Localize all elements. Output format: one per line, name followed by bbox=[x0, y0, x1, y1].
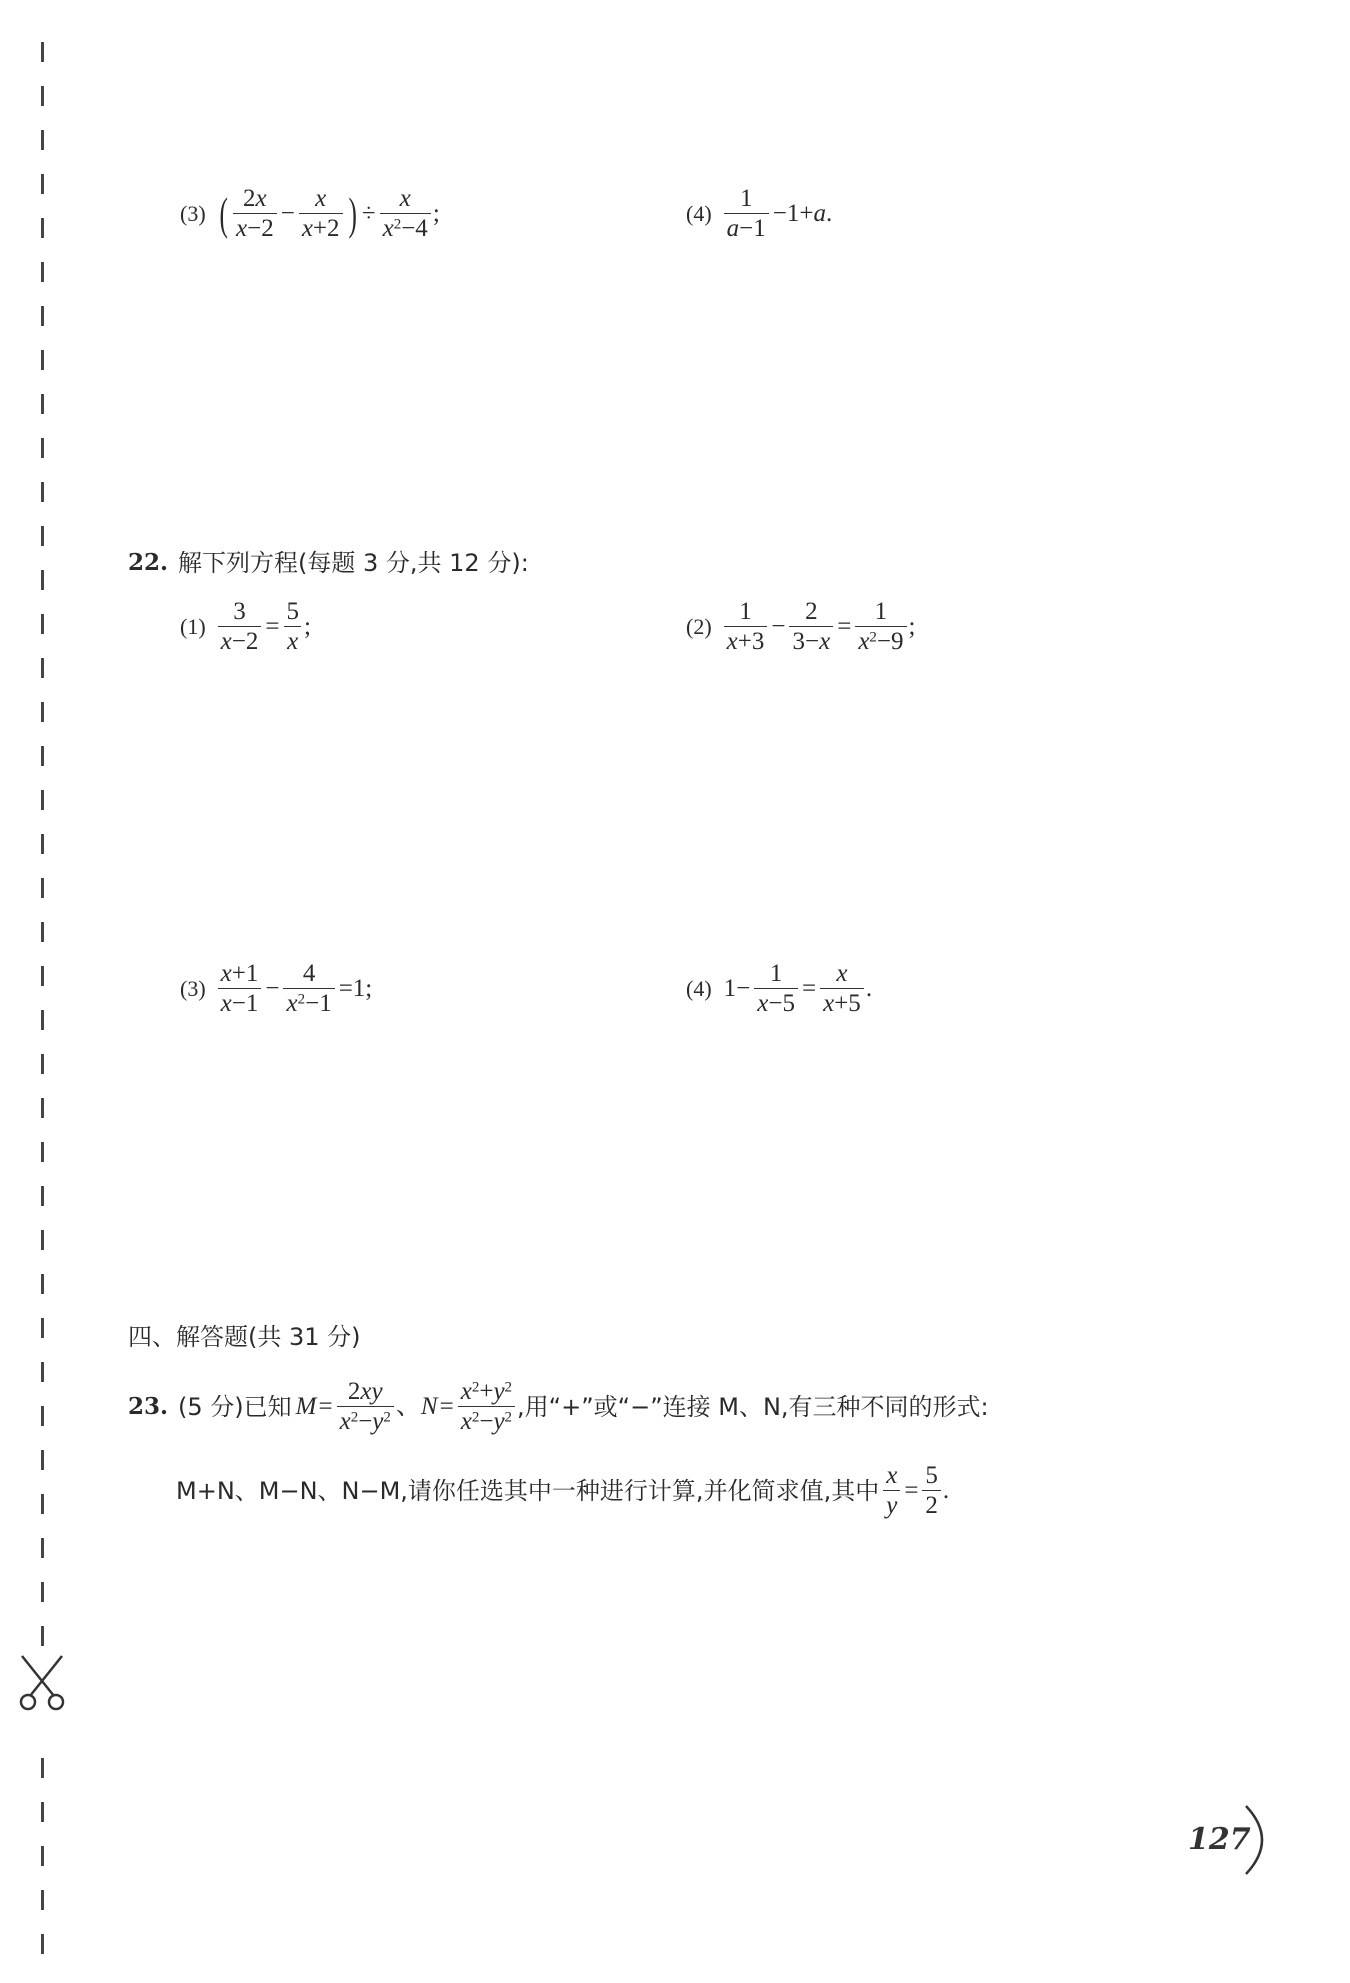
cut-line-dash bbox=[41, 1142, 44, 1162]
cut-line-dash bbox=[41, 702, 44, 722]
cut-line-dash bbox=[41, 1846, 44, 1866]
cut-line-dash bbox=[41, 834, 44, 854]
page-number: 127 bbox=[1188, 1822, 1251, 1857]
cut-line-dash bbox=[41, 1098, 44, 1118]
cut-line-dash bbox=[41, 174, 44, 194]
cut-line-dash bbox=[41, 570, 44, 590]
cut-line-dash bbox=[41, 130, 44, 150]
cut-line-dash bbox=[41, 1054, 44, 1074]
cut-line-dash bbox=[41, 1494, 44, 1514]
cut-line-dash bbox=[41, 1538, 44, 1558]
q22-part2-equation: (2) $\frac{1}{x+3}$ − $\frac{2}{3-x}$ = $\frac{1}{x^2-9}$ ; bbox=[686, 598, 916, 655]
q22-part1-equation: (1) $\frac{3}{x-2}$ = $\frac{5}{x}$ ; bbox=[180, 598, 311, 655]
cut-line-dash bbox=[41, 262, 44, 282]
q21-part4-expression: (4) $\frac{1}{a-1}$ −1+a. bbox=[686, 185, 833, 242]
q22-part3-equation: (3) $\frac{x+1}{x-1}$ − $\frac{4}{x^2-1}$ =1; bbox=[180, 960, 373, 1017]
cut-line-dash bbox=[41, 1890, 44, 1910]
cut-line-dash bbox=[41, 526, 44, 546]
cut-line-dash bbox=[41, 1186, 44, 1206]
cut-line-dash bbox=[41, 1230, 44, 1250]
cut-line-dash bbox=[41, 1934, 44, 1954]
cut-line-dash bbox=[41, 1450, 44, 1470]
cut-line-dash bbox=[41, 1582, 44, 1602]
cut-line-dash bbox=[41, 1274, 44, 1294]
cut-line-dash bbox=[41, 966, 44, 986]
cut-line-dash bbox=[41, 1362, 44, 1382]
cut-line-dash bbox=[41, 394, 44, 414]
q22-instruction: 22. 解下列方程(每题 3 分,共 12 分): bbox=[128, 549, 529, 577]
cut-line-dash bbox=[41, 1406, 44, 1426]
q23-M-definition: M = $\frac{2xy}{x^2-y^2}$ 、 N = $\frac{x^2+y^2}{x^2-y^2}$ bbox=[296, 1378, 517, 1435]
cut-line-dash bbox=[41, 746, 44, 766]
cut-line-dash bbox=[41, 790, 44, 810]
cut-line-dash bbox=[41, 1318, 44, 1338]
q23-line2: M+N、M−N、N−M,请你任选其中一种进行计算,并化简求值,其中 $\frac{x}{y}$ = $\frac{5}{2}$ . bbox=[176, 1462, 950, 1519]
cut-line-dash bbox=[41, 482, 44, 502]
page-number-arc bbox=[1240, 1800, 1280, 1880]
cut-line-dash bbox=[41, 1802, 44, 1822]
section4-title: 四、解答题(共 31 分) bbox=[128, 1323, 361, 1351]
cut-line-dash bbox=[41, 306, 44, 326]
cut-line-dash bbox=[41, 1010, 44, 1030]
cut-line-dash bbox=[41, 218, 44, 238]
q21-part3-expression: (3) ( $\frac{2x}{x-2}$ − $\frac{x}{x+2}$ ) ÷ $\frac{x}{x^2-4}$ ; bbox=[180, 185, 440, 242]
q22-part4-equation: (4) 1− $\frac{1}{x-5}$ = $\frac{x}{x+5}$ . bbox=[686, 960, 873, 1017]
scissors-icon bbox=[14, 1650, 70, 1712]
cut-line-dash bbox=[41, 614, 44, 634]
q23-ratio-condition: $\frac{x}{y}$ = $\frac{5}{2}$ . bbox=[881, 1462, 949, 1519]
cut-line-dash bbox=[41, 86, 44, 106]
cut-line-dash bbox=[41, 1758, 44, 1778]
cut-line-dash bbox=[41, 1626, 44, 1646]
cut-line-dash bbox=[41, 350, 44, 370]
cut-line-dash bbox=[41, 878, 44, 898]
cut-line-dash bbox=[41, 658, 44, 678]
cut-line-dash bbox=[41, 922, 44, 942]
q23-line1: 23. (5 分)已知 M = $\frac{2xy}{x^2-y^2}$ 、 N = $\frac{x^2+y^2}{x^2-y^2}$ ,用“+”或“−”连接 M、N,有三种不同的形式: bbox=[128, 1378, 989, 1435]
cut-line-dash bbox=[41, 438, 44, 458]
cut-line-dash bbox=[41, 42, 44, 62]
